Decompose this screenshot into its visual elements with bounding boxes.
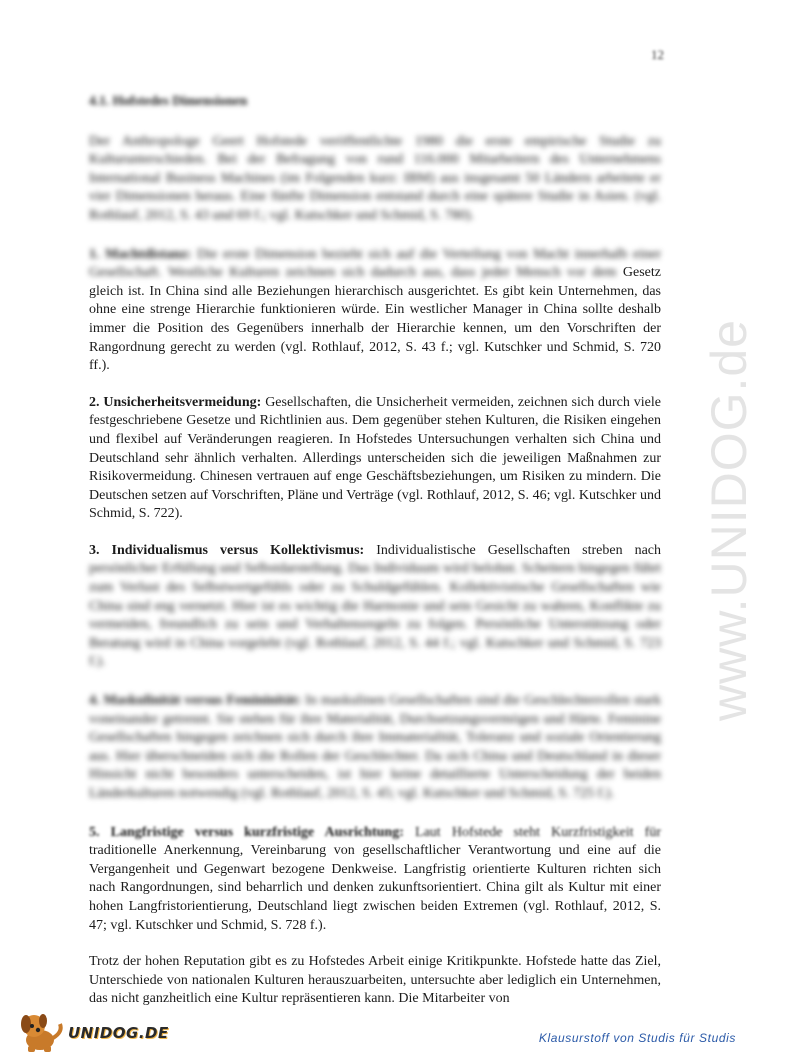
watermark-text: www.UNIDOG.de [701,319,757,721]
dimension-3-paragraph [89,542,661,672]
unidog-logo [16,1010,176,1054]
dimension-4-title: 4. Maskulinität versus Femininität: [89,693,302,709]
dimension-1-blurred-lead [89,247,661,281]
dimension-3-blurred-text: persönlicher Erfüllung und Selbstdarstellung. Das Individuum wird belohnt. Scheitern hingegen führt zum Verlust des Selbstwertgefühls oder zu Schuldgefühlen. Kollektivistische Gesellschaften wie China sind eng vernetzt. Hier ist es wichtig die Harmonie und sein Gesicht zu wahren, Konflikte zu vermeiden, freundlich zu sein und Verhaltensregeln zu folgen. Persönliche Unterstützung oder Beratung wird in China vorgelebt (vgl. Rothlauf, 2012, S. 44 f.; vgl. Kutschker und Schmid, S. 723 f.). [89,561,661,670]
page-number: 12 [651,47,664,62]
dimension-5-title: 5. Langfristige versus kurzfristige Ausrichtung: [89,824,404,840]
dimension-4-paragraph [89,692,661,804]
dimension-5-blurred-text: Laut Hofstede steht Kurzfristigkeit für [415,824,662,840]
dog-mascot-icon [16,1010,68,1054]
dimension-2-text: Gesellschaften, die Unsicherheit vermeiden, zeichnen sich durch viele festgeschriebene Gesetze und Richtlinien aus. Dem gegenüber stehen Kulturen, die Risiken eingehen und flexibel auf Veränderungen reagieren. In Hofstedes Untersuchungen verhalten sich China und Deutschland sehr ähnlich verhalten. Allerdings unterscheiden sich die jeweiligen Maßnahmen zur Risikovermeidung. Chinesen vertrauen auf enge Geschäftsbeziehungen, um Risiken zu mindern. Die Deutschen setzen auf Vorschriften, Pläne und Verträge (vgl. Rothlauf, 2012, S. 46; vgl. Kutschker und Schmid, S. 722). [89,394,661,522]
dimension-1-text: Gesetz gleich ist. In China sind alle Beziehungen hierarchisch ausgerichtet. Es gibt kein Unternehmen, das ohne eine strenge Hierarchie funktionieren würde. Ein westlicher Manager in China sollte deshalb immer die Position des Gegenübers innerhalb der Hierarchie kennen, um den Vorschriften der Rangordnung gerecht zu werden (vgl. Rothlauf, 2012, S. 43 f.; vgl. Kutschker und Schmid, S. 720 ff.). [89,265,661,374]
intro-paragraph: Der Anthropologe Geert Hofstede veröffentlichte 1980 die erste empirische Studie zu Kulturunterschieden. Bei der Befragung von rund 116.000 Mitarbeitern des Unternehmens International Business Machines (im Folgenden kurz: IBM) aus insgesamt 50 Ländern arbeitete er vier Dimensionen heraus. Eine fünfte Dimension entstand durch eine spätere Studie in Asien. (vgl. Rothlauf, 2012, S. 43 und 69 f.; vgl. Kutschker und Schmid, S. 780). [89,133,661,223]
dimension-1-blurred-text: Die erste Dimension bezieht sich auf die Verteilung von Macht innerhalb einer Gesellschaft. Westliche Kulturen zeichnen sich dadurch aus, dass jeder Mensch vor dem [89,246,662,281]
footer-tagline: Klausurstoff von Studis für Studis [538,1031,736,1045]
dimension-4-blurred-text: In maskulinen Gesellschaften sind die Geschlechterrollen stark voneinander getrennt. Sie stehen für ihre Materialität, Durchsetzungsvermögen und Härte. Feminine Gesellschaften hingegen zeichnen sich durch ihre Immaterialität, Toleranz und soziale Orientierung aus. Hier überschneiden sich die Rollen der Geschlechter. Da sich China und Deutschland in dieser Hinsicht nicht besonders unterscheiden, ist hier keine detaillierte Unterscheidung der beiden Länderkulturen notwendig (vgl. Rothlauf, 2012, S. 45; vgl. Kutschker und Schmid, S. 725 f.). [89,693,662,801]
watermark [669,290,789,750]
dimension-2-paragraph [89,394,661,524]
dimension-3-title: 3. Individualismus versus Kollektivismus: [89,542,365,558]
dimension-1-title: 1. Machtdistanz: [89,246,192,262]
dimension-3-text: Individualistische Gesellschaften streben nach [376,542,661,558]
critique-paragraph: Trotz der hohen Reputation gibt es zu Hofstedes Arbeit einige Kritikpunkte. Hofstede hatte das Ziel, Unterschiede von nationalen Kulturen herauszuarbeiten, untersuchte aber lediglich ein Unternehmen, das nicht ganzheitlich eine Kultur repräsentieren kann. Die Mitarbeiter von [89,954,661,1007]
logo-text: UNIDOG.DE [68,1024,169,1042]
dimension-5-blurred-lead [89,825,661,840]
dimension-1-paragraph [89,246,661,376]
document-body [89,92,661,1009]
dimension-5-paragraph [89,824,661,936]
dimension-2-title: 2. Unsicherheitsvermeidung: [89,394,262,410]
section-heading: 4.1. Hofstedes Dimensionen [89,93,248,108]
dimension-5-text: traditionelle Anerkennung, Vereinbarung von gesellschaftlicher Verantwortung und eine auf die Vergangenheit und Gegenwart bezogene Denkweise. Langfristig orientierte Kulturen richten sich nach Rangordnungen, sind beharrlich und denken zukunftsorientiert. China gilt als Kultur mit einer hohen Langfristorientierung, Deutschland liegt zwischen beiden Extremen (vgl. Rothlauf, 2012, S. 47; vgl. Kutschker und Schmid, S. 728 f.). [89,843,661,933]
